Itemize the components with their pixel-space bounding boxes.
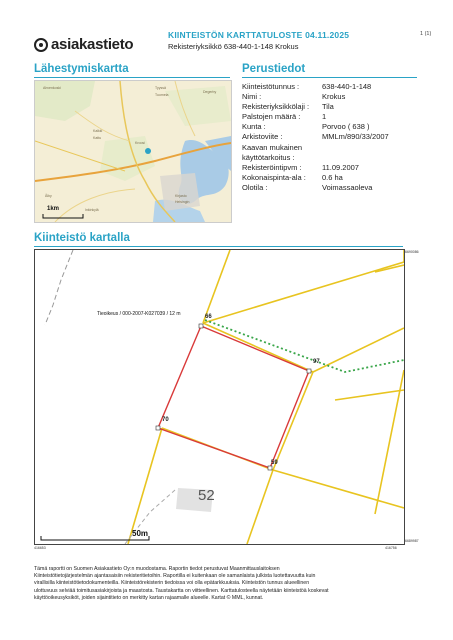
info-value: 11.09.2007: [322, 162, 359, 172]
basic-info-table: [242, 82, 417, 193]
info-label: Nimi :: [242, 92, 262, 102]
info-row: [242, 112, 417, 122]
cadastral-scale-label: 50m: [132, 529, 149, 538]
info-label: Kaavan mukainen: [242, 142, 303, 152]
basic-info-title: Perustiedot: [242, 63, 306, 75]
info-value: Porvoo ( 638 ): [322, 122, 370, 132]
neighbor-boundaries: [128, 250, 404, 544]
boundary-point-label: 97: [313, 359, 320, 365]
info-label: Olotila :: [242, 182, 268, 192]
info-label: Kunta :: [242, 122, 266, 132]
info-value: 638-440-1-148: [322, 82, 372, 91]
cadastral-map-graphic: [35, 250, 404, 544]
info-value: 0.6 ha: [322, 172, 343, 182]
boundary-marker: [307, 369, 311, 373]
place-label: Tuomela: [155, 93, 169, 97]
place-label: Ahvenkoski: [43, 86, 61, 90]
parcel-boundary: [158, 326, 309, 468]
info-value: Tila: [322, 102, 334, 112]
boundary-point-label: 59: [271, 460, 278, 466]
road-right-label: Tieoikeus / 000-2007-K027039 / 12 m: [97, 311, 181, 317]
report-subtitle: Rekisteriyksikkö 638-440-1-148 Krokus: [168, 42, 299, 51]
basic-info-rule: [242, 77, 417, 78]
disclaimer-line: Kiinteistötietojärjestelmän ajantasaisiin rekisteritietoihin. Raportilla ei kuitenkaan ole samanlaista julkista luotettavuutta kuin: [34, 573, 316, 580]
logo-text: asiakastieto: [51, 36, 134, 53]
disclaimer-line: Tämä raportti on Suomen Asiakastieto Oy:n muodostama. Raportin tiedot perustuvat Maanmittauslaitoksen: [34, 566, 280, 572]
place-label: Kroosi: [135, 141, 145, 145]
overview-map[interactable]: [34, 80, 232, 223]
place-label: Tyyssä: [155, 86, 166, 90]
boundary-marker: [199, 324, 203, 328]
info-value: MMLm/890/33/2007: [322, 132, 389, 142]
place-label: Kirjasto: [175, 194, 187, 198]
boundary-point-label: 66: [205, 314, 212, 320]
coord-bottom-right: 6689987: [405, 539, 419, 543]
info-row: [242, 132, 417, 142]
page-number: 1 (1): [420, 31, 432, 37]
overview-map-graphic: [35, 81, 231, 222]
place-label: Kalkki: [93, 129, 103, 133]
coord-bottom-left: 416653: [34, 546, 46, 550]
info-row: [242, 163, 417, 173]
info-row: [242, 92, 417, 102]
info-value: 1: [322, 112, 327, 122]
coord-top-right: 6690086: [405, 250, 419, 254]
info-row: [242, 153, 417, 163]
cadastral-title-rule: [34, 246, 403, 247]
overview-title-rule: [34, 77, 230, 78]
info-label: Kiinteistötunnus :: [242, 82, 300, 91]
boundary-marker: [156, 426, 160, 430]
info-label: Rekisteriyksikkölaji :: [242, 102, 310, 112]
info-label: Rekisteröintipvm :: [242, 162, 302, 172]
info-label: Kokonaispinta-ala :: [242, 172, 306, 182]
boundary-point-label: 70: [162, 417, 169, 423]
info-row: [242, 82, 417, 92]
logo-icon: [34, 38, 48, 52]
place-label: Ålby: [45, 194, 52, 198]
info-row: [242, 183, 417, 193]
place-label: Kattu: [93, 136, 102, 140]
disclaimer-line: virallisilla kiinteistötietodokumenteilla. Kiinteistörekisterin tiedoissa voi olla epätarkkuuksia. Kiinteistön tunnus alueellinen: [34, 580, 310, 587]
info-label: Palstojen määrä :: [242, 112, 301, 122]
disclaimer-line: käyttöoikeusyksiköt, joiden sijaintitieto on merkitty kartan rajaamalle alueelle. Kartat © MML, kunnat.: [34, 594, 264, 601]
boundary-marker: [268, 466, 272, 470]
info-row: [242, 102, 417, 112]
report-title: KIINTEISTÖN KARTTATULOSTE 04.11.2025: [168, 30, 350, 40]
disclaimer-line: ulottuvuus selviää toimitusasiakirjoista ja maastosta. Taustakartta on viitteellinen. Karttatulosteella näytetään kiinteistöä koskevat: [34, 587, 329, 594]
info-value: Voimassaoleva: [322, 182, 373, 192]
parcel-number: 52: [198, 487, 215, 504]
info-row: [242, 122, 417, 132]
overview-scale-label: 1km: [47, 206, 60, 212]
disclaimer: [34, 566, 416, 602]
place-label: Degerby: [203, 90, 217, 94]
info-value: [322, 143, 417, 153]
asiakastieto-logo: [34, 36, 133, 53]
place-label: Helsingin: [175, 200, 190, 204]
overview-map-title: Lähestymiskartta: [34, 63, 129, 75]
cadastral-map-title: Kiinteistö kartalla: [34, 232, 130, 244]
info-row: [242, 173, 417, 183]
info-label: käyttötarkoitus :: [242, 152, 295, 162]
coord-bottom-right-x: 416756: [385, 546, 397, 550]
info-label: Arkistoviite :: [242, 132, 283, 142]
info-value: [322, 153, 417, 163]
easement-line: [205, 320, 404, 372]
info-row: [242, 143, 417, 153]
cadastral-map[interactable]: [34, 249, 405, 545]
info-value: Krokus: [322, 92, 346, 102]
place-label: Inkinkylä: [85, 208, 99, 212]
